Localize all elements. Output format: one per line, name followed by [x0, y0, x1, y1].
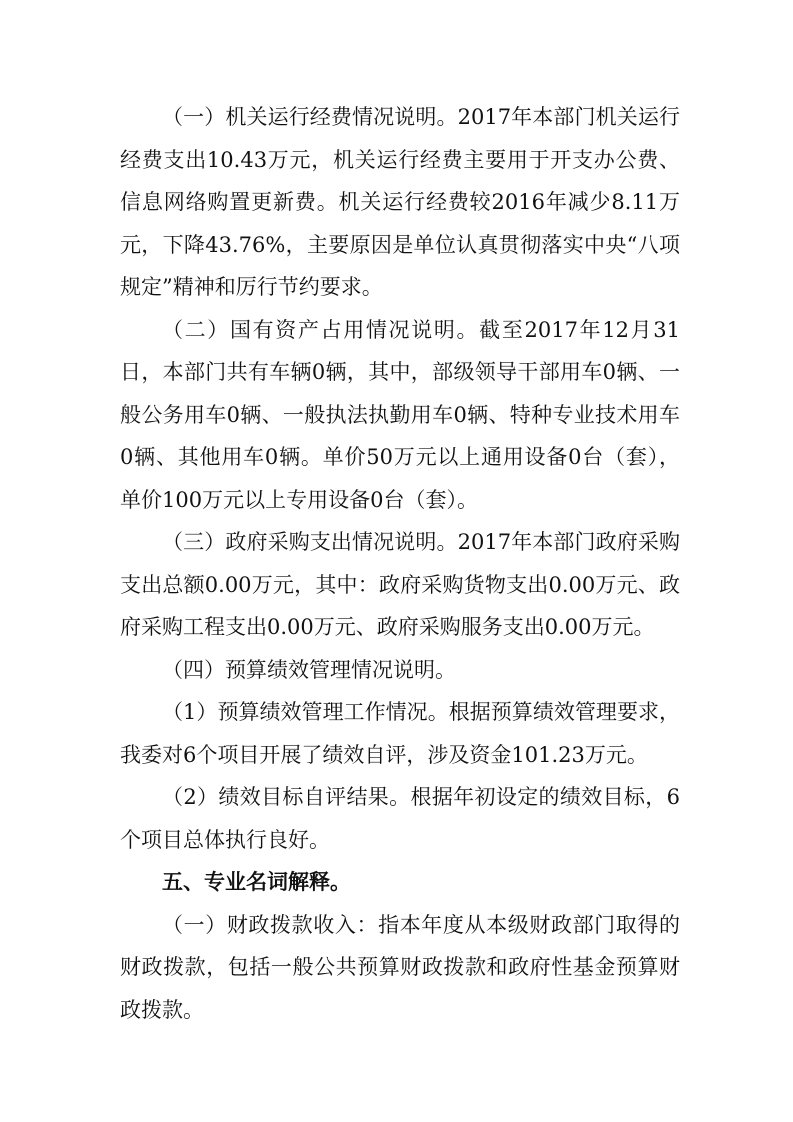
section-heading-terms: 五、专业名词解释。	[162, 870, 351, 894]
paragraph-admin-expenses: （一）机关运行经费情况说明。2017年本部门机关运行经费支出10.43万元，机关运行经费主要用于开支办公费、信息网络购置更新费。机关运行经费较2016年减少8.11万元，下降43.76%，主要原因是单位认真贯彻落实中央“八项规定”精神和厉行节约要求。	[120, 105, 680, 299]
paragraph-performance-results: （2）绩效目标自评结果。根据年初设定的绩效目标，6个项目总体执行良好。	[120, 785, 680, 852]
paragraph-performance-work: （1）预算绩效管理工作情况。根据预算绩效管理要求，我委对6个项目开展了绩效自评，涉及资金101.23万元。	[120, 700, 680, 767]
paragraph-government-procurement: （三）政府采购支出情况说明。2017年本部门政府采购支出总额0.00万元，其中：政府采购货物支出0.00万元、政府采购工程支出0.00万元、政府采购服务支出0.00万元。	[120, 530, 680, 639]
paragraph-performance-management: （四）预算绩效管理情况说明。	[162, 657, 456, 682]
paragraph-definition-fiscal-income: （一）财政拨款收入：指本年度从本级财政部门取得的财政拨款，包括一般公共预算财政拨款和政府性基金预算财政拨款。	[120, 912, 680, 1022]
document-body	[120, 96, 680, 1031]
paragraph-state-assets: （二）国有资产占用情况说明。截至2017年12月31日，本部门共有车辆0辆，其中，部级领导干部用车0辆、一般公务用车0辆、一般执法执勤用车0辆、特种专业技术用车0辆、其他用车0辆。单价50万元以上通用设备0台（套），单价100万元以上专用设备0台（套）。	[120, 317, 680, 512]
